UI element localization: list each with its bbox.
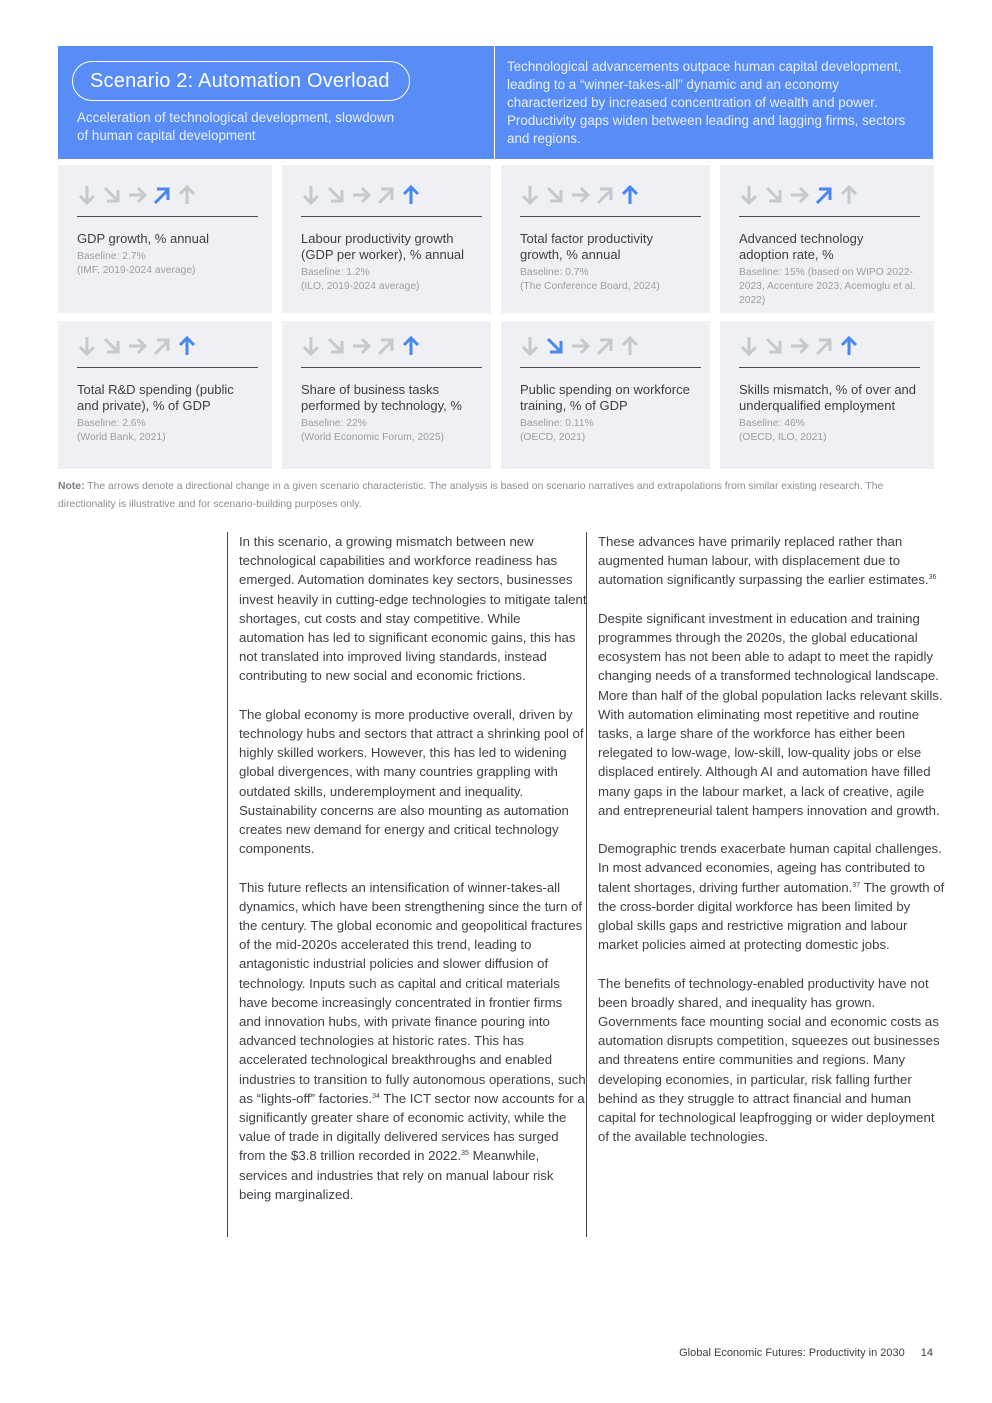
down-right-arrow-icon	[326, 335, 346, 357]
page-footer	[679, 1347, 933, 1359]
right-arrow-icon	[570, 184, 590, 206]
direction-arrows	[739, 333, 916, 359]
down-right-arrow-icon	[102, 184, 122, 206]
scenario-header-left	[58, 46, 495, 159]
down-arrow-icon	[739, 184, 759, 206]
scenario-subtitle: Acceleration of technological development, slowdown of human capital development	[77, 110, 395, 143]
indicator-metric: Public spending on workforce training, % of GDP	[520, 382, 690, 413]
right-arrow-icon	[570, 335, 590, 357]
baseline-source: (World Economic Forum, 2025)	[301, 432, 444, 443]
divider	[739, 367, 920, 368]
down-right-arrow-icon	[545, 335, 565, 357]
right-arrow-icon	[789, 184, 809, 206]
indicator-card	[720, 165, 934, 313]
baseline-value: Baseline: 0.11%	[520, 418, 594, 429]
paragraph: The global economy is more productive overall, driven by technology hubs and sectors that attract a shrinking pool of highly skilled workers. However, this has led to widening global divergences, with many countries grappling with outdated skills, underemployment and inequality. Sustainability concerns are also mounting as automation creates new demand for energy and critical technology components.	[239, 706, 584, 857]
indicator-baseline	[739, 417, 916, 445]
indicator-card	[501, 165, 710, 313]
paragraph	[598, 532, 948, 590]
indicator-metric: GDP growth, % annual	[77, 231, 209, 246]
paragraph-text: Demographic trends exacerbate human capital challenges. In most advanced economies, ageing has contributed to talent shortages, driving further automation.	[598, 841, 942, 895]
indicator-metric: Advanced technology adoption rate, %	[739, 231, 864, 262]
baseline-source: (World Bank, 2021)	[77, 432, 166, 443]
paragraph-text: This future reflects an intensification of winner-takes-all dynamics, which have been strengthening since the turn of the century. The global economic and geopolitical fractures of the mid-2020s accelerated this trend, leading to antagonistic industrial policies and slower diffusion of technology. Inputs such as capital and critical materials have become increasingly concentrated in frontier firms and innovation hubs, with private finance pouring into advanced technologies at historic rates. This has accelerated technological breakthroughs and enabled industries to transition to fully autonomous operations, such as “lights-off” factories.	[239, 879, 586, 1106]
divider	[520, 367, 701, 368]
down-right-arrow-icon	[764, 184, 784, 206]
indicator-metric: Skills mismatch, % of over and underqualified employment	[739, 382, 917, 413]
direction-arrows	[739, 182, 916, 208]
baseline-value: Baseline: 22%	[301, 418, 367, 429]
baseline-value: Baseline: 2.7%	[77, 251, 146, 262]
indicator-baseline	[301, 417, 473, 445]
indicator-metric: Labour productivity growth (GDP per worker), % annual	[301, 231, 465, 262]
divider	[301, 216, 482, 217]
right-arrow-icon	[351, 335, 371, 357]
report-title-rest: Productivity in 2030	[805, 1347, 905, 1359]
paragraph-text: The growth of the cross-border digital workforce has been limited by global skills gaps and restrictive migration and labour market policies aimed at protecting domestic jobs.	[598, 879, 945, 953]
indicator-card	[501, 321, 710, 469]
down-right-arrow-icon	[326, 184, 346, 206]
baseline-value: Baseline: 46%	[739, 418, 805, 429]
direction-arrows	[520, 333, 692, 359]
paragraph-text: The ICT sector now accounts for a significantly greater share of economic activity, while the value of trade in digitally delivered services has surged from the $3.8 trillion recorded in 2022.	[239, 1090, 585, 1164]
scenario-description: Technological advancements outpace human capital development, leading to a “winner-takes-all” dynamic and an economy characterized by increased concentration of wealth and power. Productivity gaps widen between leading and lagging firms, sectors and regions.	[507, 59, 906, 146]
right-arrow-icon	[789, 335, 809, 357]
down-arrow-icon	[301, 184, 321, 206]
up-right-arrow-icon	[152, 335, 172, 357]
divider	[77, 216, 258, 217]
direction-arrows	[77, 333, 254, 359]
indicator-baseline	[520, 417, 692, 445]
indicator-baseline	[77, 417, 254, 445]
baseline-value: Baseline: 2.6%	[77, 418, 146, 429]
down-arrow-icon	[77, 184, 97, 206]
baseline-source: (IMF, 2019-2024 average)	[77, 265, 196, 276]
right-arrow-icon	[351, 184, 371, 206]
up-arrow-icon	[401, 335, 421, 357]
baseline-value: Baseline: 1.2%	[301, 267, 370, 278]
up-right-arrow-icon	[376, 335, 396, 357]
down-right-arrow-icon	[102, 335, 122, 357]
indicator-baseline	[520, 266, 692, 294]
report-title-bold: Global Economic Futures:	[679, 1347, 806, 1359]
up-arrow-icon	[620, 184, 640, 206]
baseline-value: Baseline: 0.7%	[520, 267, 589, 278]
indicator-baseline	[301, 266, 473, 294]
up-arrow-icon	[177, 335, 197, 357]
right-arrow-icon	[127, 335, 147, 357]
scenario-header	[58, 46, 933, 159]
footnote-ref[interactable]: 35	[461, 1150, 469, 1158]
note-label: Note:	[58, 481, 85, 492]
footnote-ref[interactable]: 37	[852, 881, 861, 889]
indicator-card	[58, 165, 272, 313]
paragraph	[598, 839, 948, 954]
scenario-title: Scenario 2: Automation Overload	[72, 61, 410, 101]
baseline-value: Baseline: 15% (based on WIPO 2022-2023, Accenture 2023, Acemoglu et al. 2022)	[739, 267, 916, 306]
up-arrow-icon	[839, 335, 859, 357]
up-arrow-icon	[620, 335, 640, 357]
indicator-metric: Share of business tasks performed by technology, %	[301, 382, 462, 413]
indicator-card	[282, 321, 491, 469]
indicator-card	[58, 321, 272, 469]
baseline-source: (OECD, ILO, 2021)	[739, 432, 827, 443]
direction-arrows	[520, 182, 692, 208]
down-arrow-icon	[301, 335, 321, 357]
right-arrow-icon	[127, 184, 147, 206]
body-column-left	[227, 532, 587, 1237]
divider	[301, 367, 482, 368]
up-right-arrow-icon	[595, 184, 615, 206]
page-number: 14	[920, 1347, 933, 1359]
up-arrow-icon	[401, 184, 421, 206]
note-text: The arrows denote a directional change in a given scenario characteristic. The analysis is based on scenario narratives and extrapolations from similar existing research. The directionality is illustrative and for scenario-building purposes only.	[58, 481, 884, 510]
divider	[739, 216, 920, 217]
baseline-source: (ILO, 2019-2024 average)	[301, 281, 420, 292]
up-arrow-icon	[839, 184, 859, 206]
indicator-card	[720, 321, 934, 469]
up-right-arrow-icon	[152, 184, 172, 206]
footnote-ref[interactable]: 34	[372, 1092, 380, 1100]
paragraph-text: These advances have primarily replaced rather than augmented human labour, with displacement due to automation significantly surpassing the earlier estimates.	[598, 534, 929, 588]
up-right-arrow-icon	[376, 184, 396, 206]
down-arrow-icon	[739, 335, 759, 357]
divider	[77, 367, 258, 368]
down-right-arrow-icon	[545, 184, 565, 206]
paragraph: The benefits of technology-enabled productivity have not been broadly shared, and inequality has grown. Governments face mounting social and economic costs as automation disrupts competition, squeezes out businesses and threatens entire communities and regions. Many developing economies, in particular, risk falling further behind as they struggle to attract financial and human capital for technological leapfrogging or wider deployment of the available technologies.	[598, 975, 940, 1145]
baseline-source: (The Conference Board, 2024)	[520, 281, 660, 292]
up-arrow-icon	[177, 184, 197, 206]
footnote-ref[interactable]: 36	[928, 574, 937, 582]
paragraph	[239, 878, 587, 1204]
direction-arrows	[77, 182, 254, 208]
divider	[520, 216, 701, 217]
up-right-arrow-icon	[814, 335, 834, 357]
paragraph: In this scenario, a growing mismatch between new technological capabilities and workforce readiness has emerged. Automation dominates key sectors, businesses invest heavily in cutting-edge technologies to mitigate talent shortages, cut costs and stay competitive. While automation has led to significant economic gains, this has not translated into improved living standards, instead contributing to new social and economic frictions.	[239, 534, 587, 684]
figure-note	[58, 478, 938, 514]
up-right-arrow-icon	[595, 335, 615, 357]
direction-arrows	[301, 182, 473, 208]
indicator-metric: Total factor productivity growth, % annual	[520, 231, 653, 262]
indicator-card	[282, 165, 491, 313]
paragraph-text: Meanwhile, services and industries that rely on manual labour risk being marginalized.	[239, 1148, 554, 1202]
up-right-arrow-icon	[814, 184, 834, 206]
down-right-arrow-icon	[764, 335, 784, 357]
body-column-right	[586, 532, 948, 1237]
paragraph: Despite significant investment in education and training programmes through the 2020s, the global educational ecosystem has not been able to adapt to meet the rapidly changing needs of a transformed technological landscape. More than half of the global population lacks relevant skills. With automation eliminating most repetitive and routine tasks, a large share of the workforce has either been relegated to low-wage, low-skill, low-quality jobs or else displaced entirely. Although AI and automation have filled many gaps in the labour market, a lack of creative, agile and entrepreneurial talent hampers innovation and growth.	[598, 610, 943, 818]
down-arrow-icon	[520, 184, 540, 206]
baseline-source: (OECD, 2021)	[520, 432, 586, 443]
indicator-baseline	[739, 266, 916, 308]
indicator-baseline	[77, 250, 254, 278]
down-arrow-icon	[77, 335, 97, 357]
indicator-grid	[58, 165, 934, 469]
indicator-metric: Total R&D spending (public and private), % of GDP	[77, 382, 234, 413]
direction-arrows	[301, 333, 473, 359]
down-arrow-icon	[520, 335, 540, 357]
